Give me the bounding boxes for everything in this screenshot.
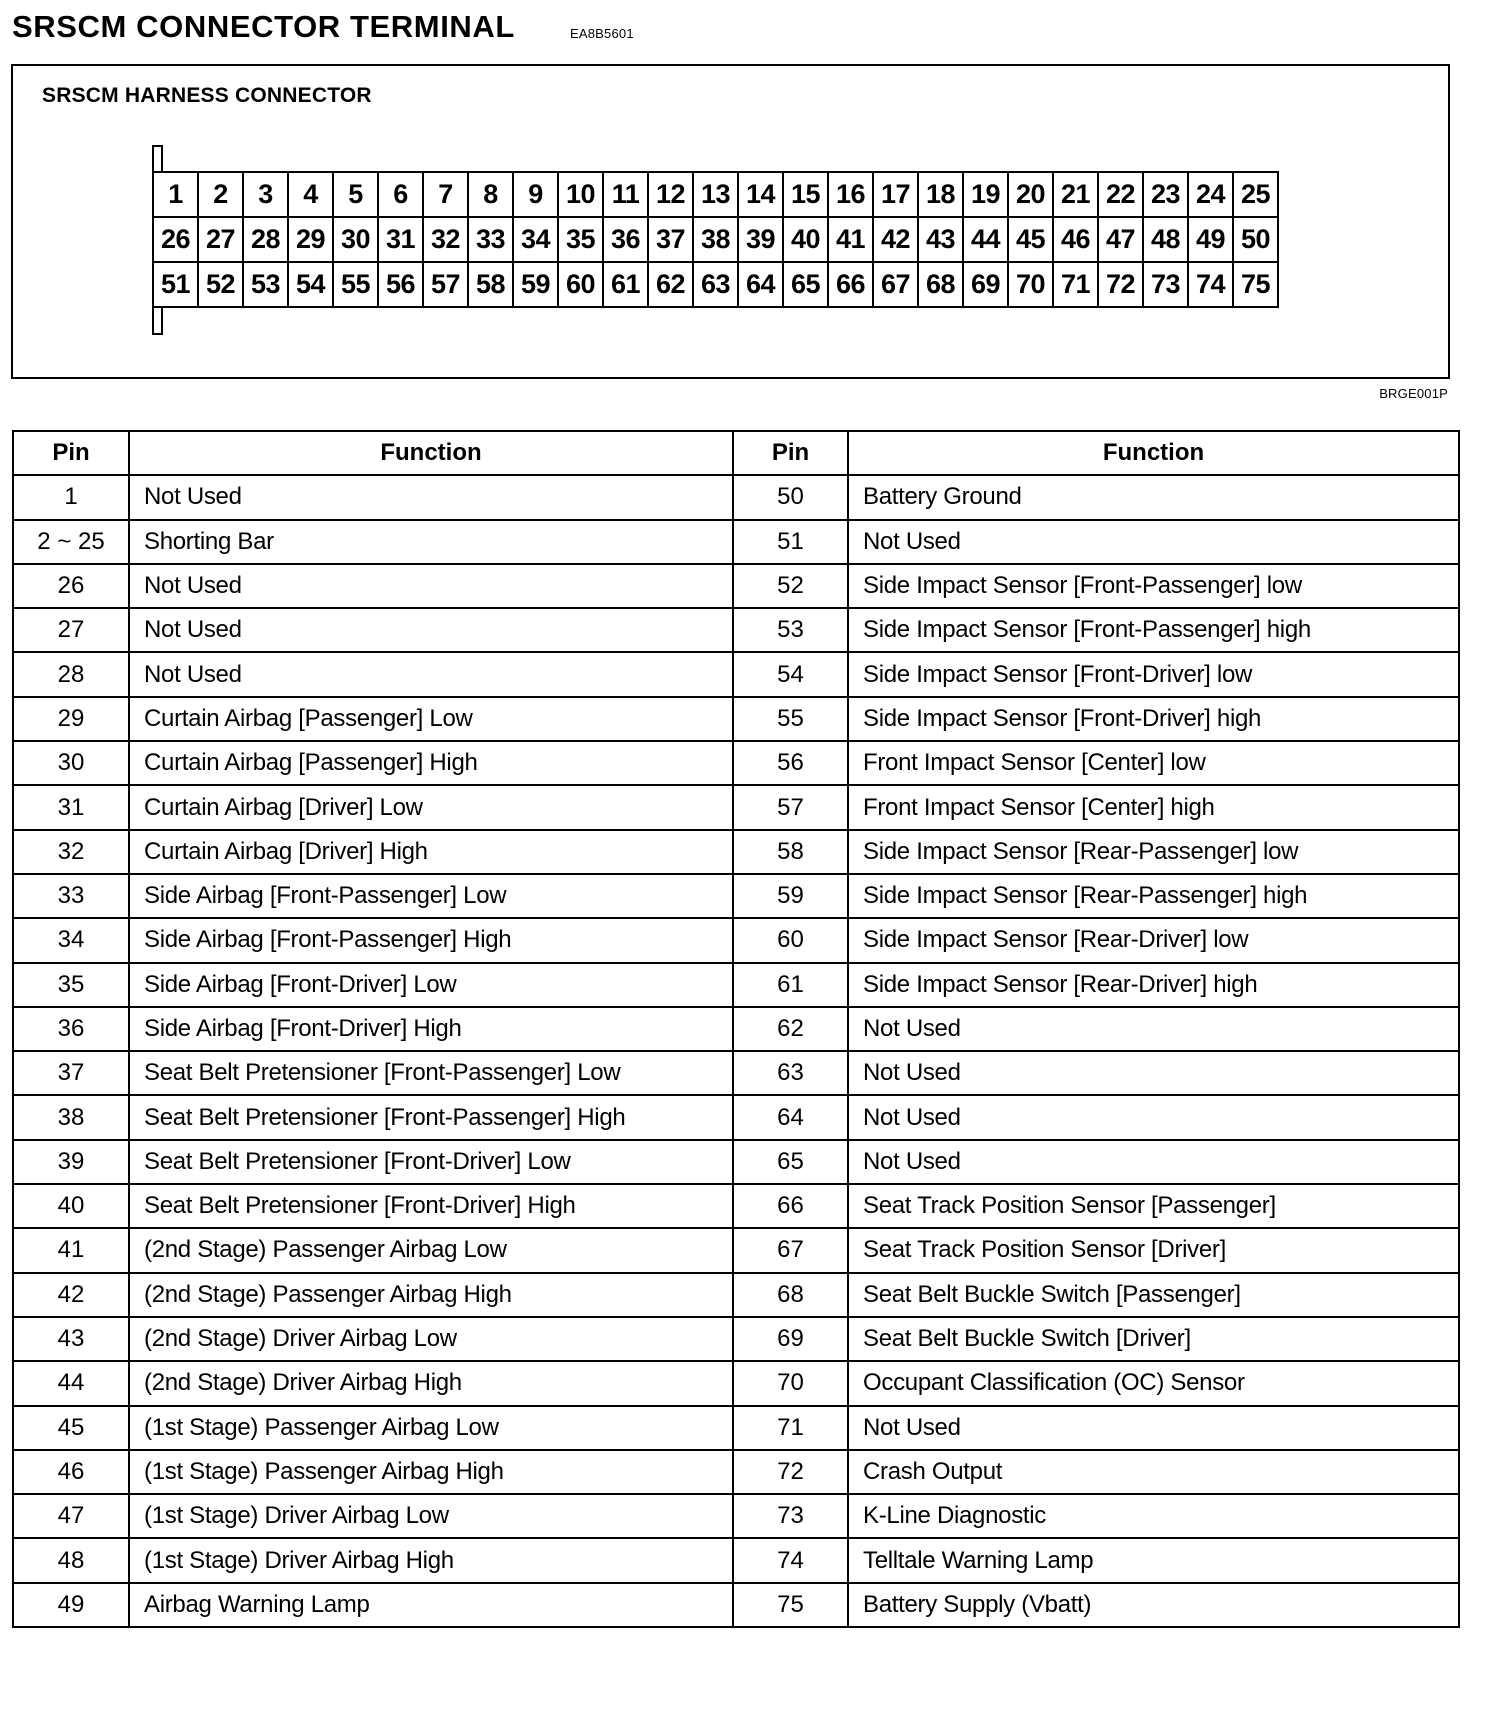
function-cell: Side Impact Sensor [Rear-Driver] high bbox=[848, 963, 1459, 1007]
table-row bbox=[13, 874, 1459, 918]
function-cell: Front Impact Sensor [Center] low bbox=[848, 741, 1459, 785]
connector-pin-cell: 67 bbox=[873, 262, 918, 307]
function-cell: (1st Stage) Passenger Airbag Low bbox=[129, 1406, 733, 1450]
pin-cell: 45 bbox=[13, 1406, 129, 1450]
table-row bbox=[13, 785, 1459, 829]
table-row bbox=[13, 1494, 1459, 1538]
connector-pin-cell: 69 bbox=[963, 262, 1008, 307]
function-cell: Not Used bbox=[848, 1051, 1459, 1095]
connector-pin-cell: 15 bbox=[783, 172, 828, 217]
connector-pin-cell: 63 bbox=[693, 262, 738, 307]
connector-pin-cell: 45 bbox=[1008, 217, 1053, 262]
function-cell: Not Used bbox=[848, 520, 1459, 564]
connector-row bbox=[153, 172, 1278, 217]
function-cell: (1st Stage) Driver Airbag High bbox=[129, 1538, 733, 1582]
connector-pin-cell: 20 bbox=[1008, 172, 1053, 217]
connector-pin-cell: 41 bbox=[828, 217, 873, 262]
pin-cell: 68 bbox=[733, 1273, 848, 1317]
function-cell: Curtain Airbag [Driver] High bbox=[129, 830, 733, 874]
function-cell: Side Impact Sensor [Front-Driver] high bbox=[848, 697, 1459, 741]
function-cell: Seat Belt Buckle Switch [Driver] bbox=[848, 1317, 1459, 1361]
pin-cell: 59 bbox=[733, 874, 848, 918]
connector-pin-cell: 21 bbox=[1053, 172, 1098, 217]
connector-pin-cell: 31 bbox=[378, 217, 423, 262]
column-header-function: Function bbox=[848, 431, 1459, 475]
table-row bbox=[13, 608, 1459, 652]
connector-pin-cell: 55 bbox=[333, 262, 378, 307]
function-cell: (1st Stage) Passenger Airbag High bbox=[129, 1450, 733, 1494]
connector-pin-cell: 66 bbox=[828, 262, 873, 307]
pin-cell: 35 bbox=[13, 963, 129, 1007]
table-row bbox=[13, 1538, 1459, 1582]
function-cell: Not Used bbox=[129, 475, 733, 519]
connector-pin-cell: 70 bbox=[1008, 262, 1053, 307]
function-cell: Seat Belt Pretensioner [Front-Passenger] High bbox=[129, 1095, 733, 1139]
pin-cell: 37 bbox=[13, 1051, 129, 1095]
connector-pin-cell: 1 bbox=[153, 172, 198, 217]
pin-cell: 60 bbox=[733, 918, 848, 962]
table-row bbox=[13, 1450, 1459, 1494]
function-cell: (2nd Stage) Driver Airbag High bbox=[129, 1361, 733, 1405]
pin-cell: 30 bbox=[13, 741, 129, 785]
connector-pin-cell: 57 bbox=[423, 262, 468, 307]
connector-pin-cell: 58 bbox=[468, 262, 513, 307]
pin-cell: 42 bbox=[13, 1273, 129, 1317]
pin-cell: 51 bbox=[733, 520, 848, 564]
pin-cell: 63 bbox=[733, 1051, 848, 1095]
function-cell: (1st Stage) Driver Airbag Low bbox=[129, 1494, 733, 1538]
connector-pin-cell: 42 bbox=[873, 217, 918, 262]
connector-pin-cell: 53 bbox=[243, 262, 288, 307]
pin-cell: 36 bbox=[13, 1007, 129, 1051]
pin-cell: 34 bbox=[13, 918, 129, 962]
pin-cell: 43 bbox=[13, 1317, 129, 1361]
pin-cell: 72 bbox=[733, 1450, 848, 1494]
connector-pin-cell: 11 bbox=[603, 172, 648, 217]
function-cell: Not Used bbox=[848, 1095, 1459, 1139]
pin-cell: 2 ~ 25 bbox=[13, 520, 129, 564]
connector-pin-cell: 22 bbox=[1098, 172, 1143, 217]
function-cell: Side Impact Sensor [Front-Passenger] high bbox=[848, 608, 1459, 652]
function-cell: Side Airbag [Front-Passenger] Low bbox=[129, 874, 733, 918]
function-cell: Crash Output bbox=[848, 1450, 1459, 1494]
function-cell: Side Airbag [Front-Driver] Low bbox=[129, 963, 733, 1007]
function-cell: K-Line Diagnostic bbox=[848, 1494, 1459, 1538]
connector-pin-cell: 29 bbox=[288, 217, 333, 262]
function-cell: Not Used bbox=[848, 1406, 1459, 1450]
connector-pin-cell: 61 bbox=[603, 262, 648, 307]
function-cell: Not Used bbox=[129, 652, 733, 696]
pin-cell: 55 bbox=[733, 697, 848, 741]
pin-cell: 47 bbox=[13, 1494, 129, 1538]
function-cell: Not Used bbox=[129, 608, 733, 652]
pin-cell: 58 bbox=[733, 830, 848, 874]
document-code: EA8B5601 bbox=[570, 26, 634, 41]
connector-pin-cell: 43 bbox=[918, 217, 963, 262]
function-cell: Seat Track Position Sensor [Driver] bbox=[848, 1228, 1459, 1272]
pin-cell: 56 bbox=[733, 741, 848, 785]
pin-cell: 69 bbox=[733, 1317, 848, 1361]
connector-pin-cell: 13 bbox=[693, 172, 738, 217]
connector-pin-cell: 8 bbox=[468, 172, 513, 217]
connector-pin-cell: 32 bbox=[423, 217, 468, 262]
table-row bbox=[13, 1007, 1459, 1051]
table-row bbox=[13, 1228, 1459, 1272]
function-cell: Not Used bbox=[129, 564, 733, 608]
table-row bbox=[13, 1184, 1459, 1228]
connector-pin-cell: 72 bbox=[1098, 262, 1143, 307]
function-cell: (2nd Stage) Passenger Airbag Low bbox=[129, 1228, 733, 1272]
function-cell: Side Impact Sensor [Front-Passenger] low bbox=[848, 564, 1459, 608]
function-cell: Telltale Warning Lamp bbox=[848, 1538, 1459, 1582]
connector-pin-cell: 4 bbox=[288, 172, 333, 217]
column-header-pin: Pin bbox=[13, 431, 129, 475]
function-cell: Seat Belt Pretensioner [Front-Passenger] Low bbox=[129, 1051, 733, 1095]
pin-cell: 62 bbox=[733, 1007, 848, 1051]
pin-cell: 32 bbox=[13, 830, 129, 874]
pin-cell: 52 bbox=[733, 564, 848, 608]
connector-pin-cell: 10 bbox=[558, 172, 603, 217]
pin-cell: 33 bbox=[13, 874, 129, 918]
pin-cell: 66 bbox=[733, 1184, 848, 1228]
table-row bbox=[13, 1140, 1459, 1184]
connector-pin-cell: 40 bbox=[783, 217, 828, 262]
connector-pin-cell: 56 bbox=[378, 262, 423, 307]
pin-function-table bbox=[12, 430, 1460, 1628]
table-row bbox=[13, 520, 1459, 564]
table-row bbox=[13, 1273, 1459, 1317]
connector-pin-cell: 27 bbox=[198, 217, 243, 262]
connector-pin-cell: 26 bbox=[153, 217, 198, 262]
function-cell: Not Used bbox=[848, 1007, 1459, 1051]
connector-pin-cell: 25 bbox=[1233, 172, 1278, 217]
pin-cell: 44 bbox=[13, 1361, 129, 1405]
connector-pin-cell: 75 bbox=[1233, 262, 1278, 307]
pin-cell: 71 bbox=[733, 1406, 848, 1450]
connector-row bbox=[153, 217, 1278, 262]
table-row bbox=[13, 652, 1459, 696]
table-header-row bbox=[13, 431, 1459, 475]
connector-pin-cell: 52 bbox=[198, 262, 243, 307]
function-cell: Curtain Airbag [Passenger] High bbox=[129, 741, 733, 785]
pin-cell: 64 bbox=[733, 1095, 848, 1139]
pin-cell: 28 bbox=[13, 652, 129, 696]
table-row bbox=[13, 1406, 1459, 1450]
pin-cell: 73 bbox=[733, 1494, 848, 1538]
connector-pin-cell: 14 bbox=[738, 172, 783, 217]
pin-cell: 54 bbox=[733, 652, 848, 696]
connector-pin-cell: 6 bbox=[378, 172, 423, 217]
connector-pin-cell: 24 bbox=[1188, 172, 1233, 217]
figure-code: BRGE001P bbox=[1379, 386, 1448, 401]
function-cell: Side Impact Sensor [Rear-Passenger] low bbox=[848, 830, 1459, 874]
function-cell: Seat Belt Pretensioner [Front-Driver] Low bbox=[129, 1140, 733, 1184]
connector-pin-cell: 2 bbox=[198, 172, 243, 217]
table-row bbox=[13, 1583, 1459, 1627]
connector-pin-cell: 38 bbox=[693, 217, 738, 262]
connector-pin-cell: 64 bbox=[738, 262, 783, 307]
pin-cell: 61 bbox=[733, 963, 848, 1007]
pin-cell: 67 bbox=[733, 1228, 848, 1272]
table-row bbox=[13, 963, 1459, 1007]
connector-pin-cell: 73 bbox=[1143, 262, 1188, 307]
connector-pin-cell: 34 bbox=[513, 217, 558, 262]
connector-pin-cell: 68 bbox=[918, 262, 963, 307]
function-cell: Front Impact Sensor [Center] high bbox=[848, 785, 1459, 829]
connector-pin-grid bbox=[152, 171, 1279, 308]
connector-pin-cell: 65 bbox=[783, 262, 828, 307]
connector-pin-cell: 39 bbox=[738, 217, 783, 262]
connector-pin-cell: 16 bbox=[828, 172, 873, 217]
function-cell: Occupant Classification (OC) Sensor bbox=[848, 1361, 1459, 1405]
connector-pin-cell: 49 bbox=[1188, 217, 1233, 262]
pin-cell: 40 bbox=[13, 1184, 129, 1228]
function-cell: Side Impact Sensor [Rear-Passenger] high bbox=[848, 874, 1459, 918]
connector-pin-cell: 71 bbox=[1053, 262, 1098, 307]
function-cell: Seat Belt Pretensioner [Front-Driver] High bbox=[129, 1184, 733, 1228]
function-cell: Seat Belt Buckle Switch [Passenger] bbox=[848, 1273, 1459, 1317]
connector-pin-cell: 17 bbox=[873, 172, 918, 217]
connector-pin-cell: 35 bbox=[558, 217, 603, 262]
column-header-function: Function bbox=[129, 431, 733, 475]
connector-pin-cell: 60 bbox=[558, 262, 603, 307]
connector-pin-cell: 54 bbox=[288, 262, 333, 307]
connector-latch-bottom-icon bbox=[152, 308, 163, 335]
connector-pin-cell: 7 bbox=[423, 172, 468, 217]
table-row bbox=[13, 1051, 1459, 1095]
connector-pin-cell: 9 bbox=[513, 172, 558, 217]
function-cell: Battery Supply (Vbatt) bbox=[848, 1583, 1459, 1627]
table-row bbox=[13, 564, 1459, 608]
table-row bbox=[13, 1361, 1459, 1405]
function-cell: Battery Ground bbox=[848, 475, 1459, 519]
connector-pin-cell: 51 bbox=[153, 262, 198, 307]
connector-pin-cell: 19 bbox=[963, 172, 1008, 217]
connector-pin-cell: 44 bbox=[963, 217, 1008, 262]
pin-cell: 46 bbox=[13, 1450, 129, 1494]
pin-cell: 49 bbox=[13, 1583, 129, 1627]
table-row bbox=[13, 830, 1459, 874]
connector-pin-cell: 62 bbox=[648, 262, 693, 307]
table-row bbox=[13, 1317, 1459, 1361]
pin-cell: 75 bbox=[733, 1583, 848, 1627]
pin-cell: 48 bbox=[13, 1538, 129, 1582]
function-cell: (2nd Stage) Passenger Airbag High bbox=[129, 1273, 733, 1317]
table-row bbox=[13, 697, 1459, 741]
pin-cell: 70 bbox=[733, 1361, 848, 1405]
function-cell: Side Impact Sensor [Front-Driver] low bbox=[848, 652, 1459, 696]
connector-pin-cell: 48 bbox=[1143, 217, 1188, 262]
connector-latch-top-icon bbox=[152, 145, 163, 171]
pin-cell: 50 bbox=[733, 475, 848, 519]
connector-pin-cell: 46 bbox=[1053, 217, 1098, 262]
connector-pin-cell: 59 bbox=[513, 262, 558, 307]
page-title: SRSCM CONNECTOR TERMINAL bbox=[12, 9, 515, 44]
connector-pin-cell: 23 bbox=[1143, 172, 1188, 217]
pin-cell: 57 bbox=[733, 785, 848, 829]
function-cell: Curtain Airbag [Driver] Low bbox=[129, 785, 733, 829]
connector-pin-cell: 18 bbox=[918, 172, 963, 217]
connector-pin-cell: 3 bbox=[243, 172, 288, 217]
function-cell: Airbag Warning Lamp bbox=[129, 1583, 733, 1627]
table-row bbox=[13, 741, 1459, 785]
connector-pin-cell: 33 bbox=[468, 217, 513, 262]
pin-cell: 26 bbox=[13, 564, 129, 608]
connector-pin-cell: 5 bbox=[333, 172, 378, 217]
column-header-pin: Pin bbox=[733, 431, 848, 475]
pin-cell: 39 bbox=[13, 1140, 129, 1184]
connector-pin-cell: 74 bbox=[1188, 262, 1233, 307]
pin-cell: 38 bbox=[13, 1095, 129, 1139]
pin-cell: 65 bbox=[733, 1140, 848, 1184]
function-cell: Side Airbag [Front-Driver] High bbox=[129, 1007, 733, 1051]
table-row bbox=[13, 918, 1459, 962]
pin-cell: 29 bbox=[13, 697, 129, 741]
function-cell: Not Used bbox=[848, 1140, 1459, 1184]
pin-cell: 74 bbox=[733, 1538, 848, 1582]
connector-pin-cell: 50 bbox=[1233, 217, 1278, 262]
connector-pin-cell: 12 bbox=[648, 172, 693, 217]
connector-pin-cell: 47 bbox=[1098, 217, 1143, 262]
table-row bbox=[13, 1095, 1459, 1139]
function-cell: Curtain Airbag [Passenger] Low bbox=[129, 697, 733, 741]
pin-cell: 27 bbox=[13, 608, 129, 652]
function-cell: Side Impact Sensor [Rear-Driver] low bbox=[848, 918, 1459, 962]
function-cell: Shorting Bar bbox=[129, 520, 733, 564]
connector-label: SRSCM HARNESS CONNECTOR bbox=[42, 84, 372, 107]
table-row bbox=[13, 475, 1459, 519]
function-cell: Seat Track Position Sensor [Passenger] bbox=[848, 1184, 1459, 1228]
pin-cell: 53 bbox=[733, 608, 848, 652]
connector-pin-cell: 28 bbox=[243, 217, 288, 262]
connector-row bbox=[153, 262, 1278, 307]
function-cell: Side Airbag [Front-Passenger] High bbox=[129, 918, 733, 962]
pin-cell: 41 bbox=[13, 1228, 129, 1272]
pin-cell: 31 bbox=[13, 785, 129, 829]
connector-pin-cell: 30 bbox=[333, 217, 378, 262]
function-cell: (2nd Stage) Driver Airbag Low bbox=[129, 1317, 733, 1361]
pin-cell: 1 bbox=[13, 475, 129, 519]
connector-pin-cell: 37 bbox=[648, 217, 693, 262]
connector-pin-cell: 36 bbox=[603, 217, 648, 262]
